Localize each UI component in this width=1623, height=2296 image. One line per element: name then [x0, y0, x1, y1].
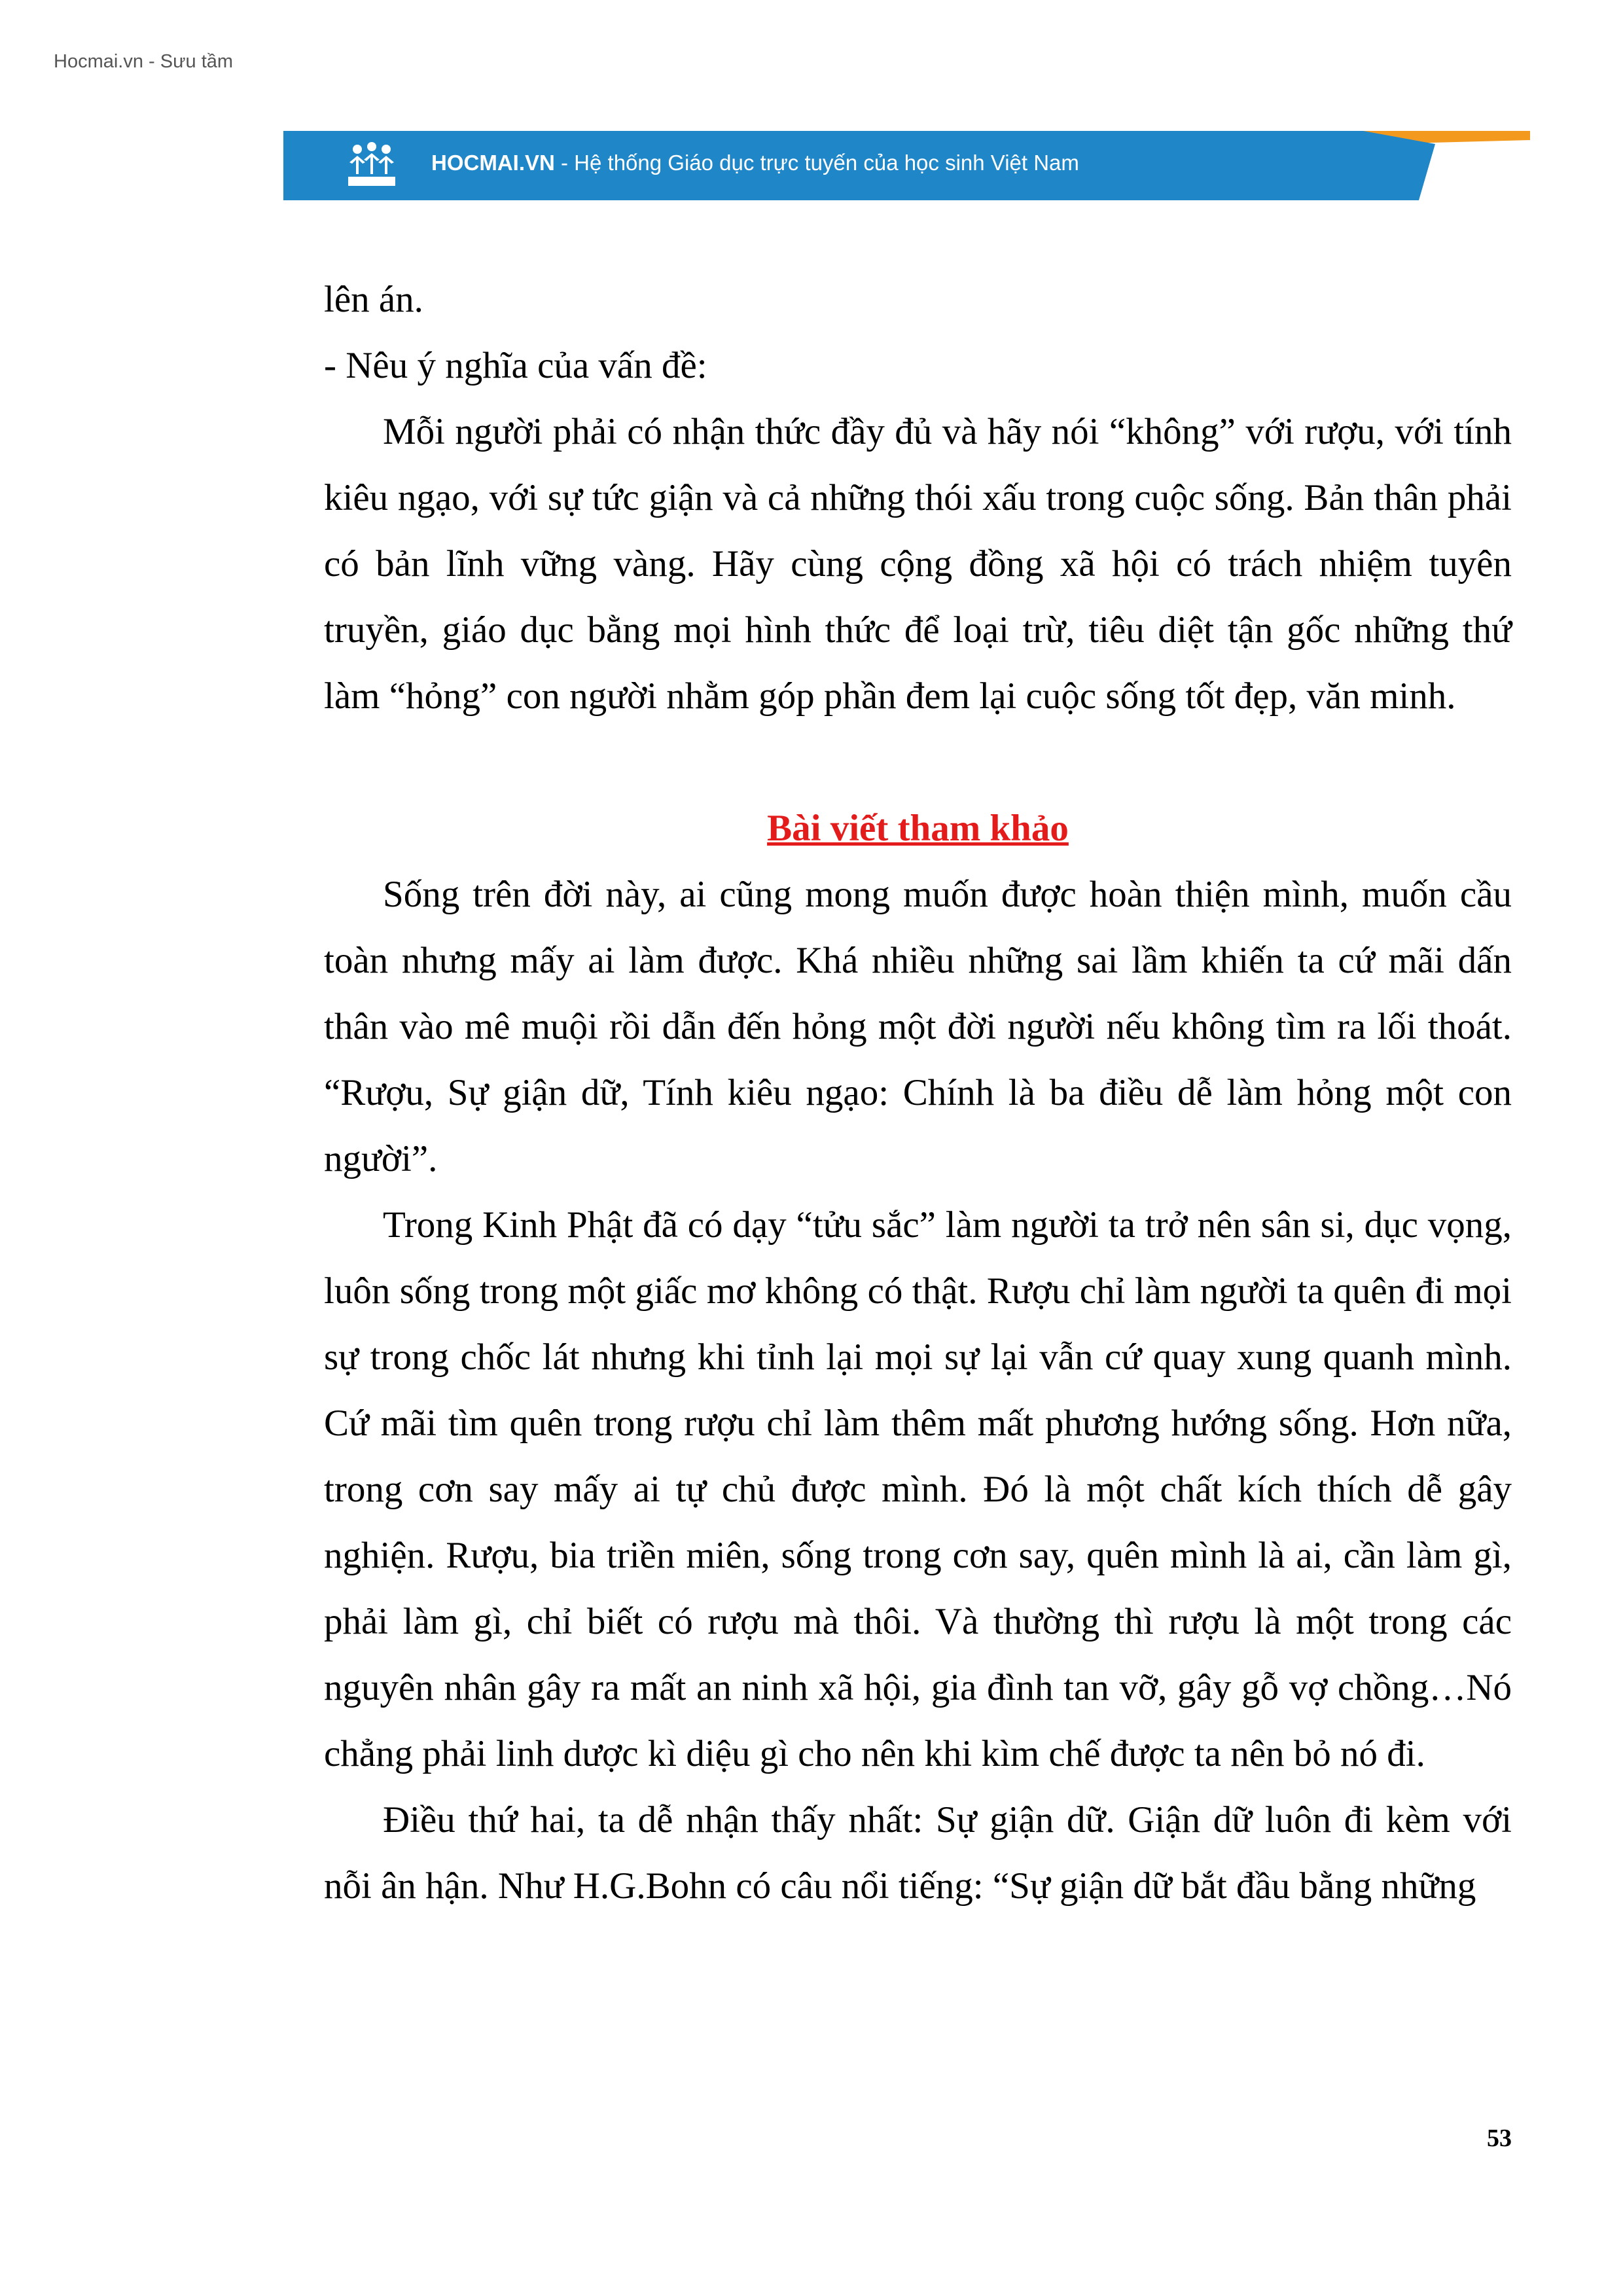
banner-tagline: - Hệ thống Giáo dục trực tuyến của học sinh Việt Nam	[554, 151, 1079, 175]
paragraph-intro: Sống trên đời này, ai cũng mong muốn được hoàn thiện mình, muốn cầu toàn nhưng mấy ai làm được. Khá nhiều những sai lầm khiến ta cứ mãi dấn thân vào mê muội rồi dẫn đến hỏng một đời người nếu không tìm ra lối thoát. “Rượu, Sự giận dữ, Tính kiêu ngạo: Chính là ba điều dễ làm hỏng một con người”.	[324, 874, 1512, 1179]
paragraph-alcohol: Trong Kinh Phật đã có dạy “tửu sắc” làm người ta trở nên sân si, dục vọng, luôn sống trong một giấc mơ không có thật. Rượu chỉ làm người ta quên đi mọi sự trong chốc lát nhưng khi tỉnh lại mọi sự lại vẫn cứ quay xung quanh mình. Cứ mãi tìm quên trong rượu chỉ làm thêm mất phương hướng sống. Hơn nữa, trong cơn say mấy ai tự chủ được mình. Đó là một chất kích thích dễ gây nghiện. Rượu, bia triền miên, sống trong cơn say, quên mình là ai, cần làm gì, phải làm gì, chỉ biết có rượu mà thôi. Và thường thì rượu là một trong các nguyên nhân gây ra mất an ninh xã hội, gia đình tan vỡ, gây gỗ vợ chồng…Nó chẳng phải linh dược kì diệu gì cho nên khi kìm chế được ta nên bỏ nó đi.	[324, 1204, 1512, 1774]
text-line-meaning-heading: - Nêu ý nghĩa của vấn đề:	[324, 345, 707, 386]
hocmai-logo-icon	[346, 140, 398, 192]
source-note: Hocmai.vn - Sưu tầm	[54, 51, 234, 72]
text-line-conclusion: lên án.	[324, 279, 423, 320]
page-number: 53	[1487, 2125, 1512, 2152]
paragraph-anger: Điều thứ hai, ta dễ nhận thấy nhất: Sự giận dữ. Giận dữ luôn đi kèm với nỗi ân hận. Như H.G.Bohn có câu nổi tiếng: “Sự giận dữ bắt đầu bằng những	[324, 1799, 1512, 1907]
banner-brand: HOCMAI.VN	[431, 151, 555, 175]
banner-title	[431, 151, 1079, 175]
section-heading: Bài viết tham khảo	[767, 808, 1069, 849]
page-content	[324, 266, 1512, 1919]
paragraph-meaning: Mỗi người phải có nhận thức đầy đủ và hãy nói “không” với rượu, với tính kiêu ngạo, với sự tức giận và cả những thói xấu trong cuộc sống. Bản thân phải có bản lĩnh vững vàng. Hãy cùng cộng đồng xã hội có trách nhiệm tuyên truyền, giáo dục bằng mọi hình thức để loại trừ, tiêu diệt tận gốc những thứ làm “hỏng” con người nhằm góp phần đem lại cuộc sống tốt đẹp, văn minh.	[324, 411, 1512, 717]
header-banner	[283, 131, 1544, 200]
